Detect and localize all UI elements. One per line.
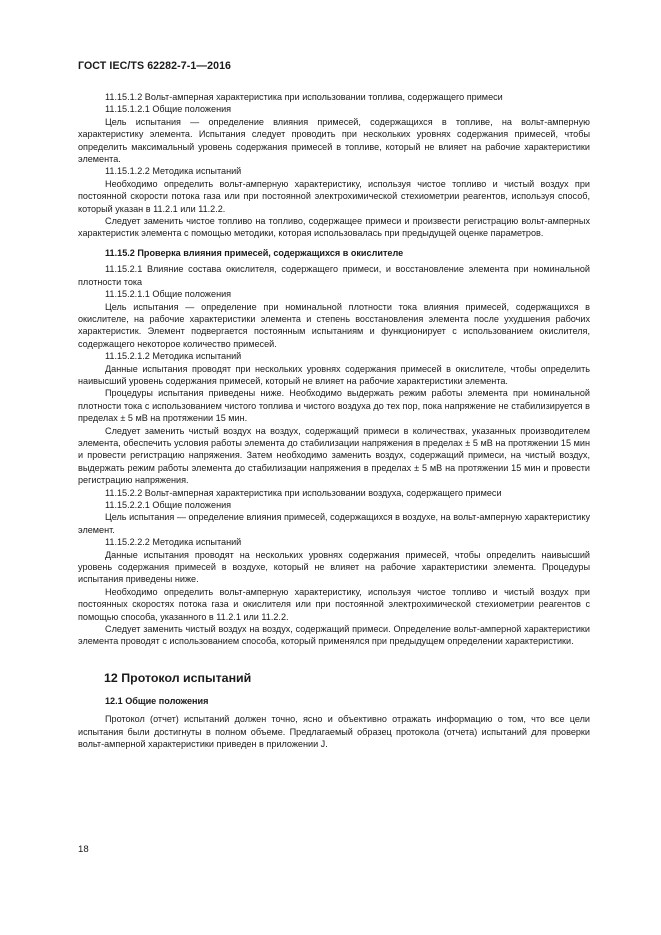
body-paragraph: Данные испытания проводят на нескольких уровнях содержания примесей, чтобы определить наивысший уровень содержания примесей в воздухе, который не влияет на рабочие характеристики элемента. Процедуры испытания приведены ниже. <box>78 549 590 585</box>
subclause-heading: 11.15.2.2.2 Методика испытаний <box>105 537 242 548</box>
body-paragraph: Цель испытания — определение при номинальной плотности тока влияния примесей, содержащихся в окислителе, на рабочие характеристики элемента и степень восстановления элемента после ухудшения рабочих характеристик. Элемент подвергается постоянным испытаниям и функционирует с использованием окислителя, содержащего некоторое количество примесей. <box>78 301 590 349</box>
document-body <box>78 91 590 751</box>
document-header: ГОСТ IEC/TS 62282-7-1—2016 <box>78 60 232 72</box>
body-paragraph: Цель испытания — определение влияния примесей, содержащихся в топливе, на вольт-амперную характеристику элемента. Испытания следует проводить при нескольких уровнях содержания примесей, чтобы определить максимальный уровень содержания примесей в топливе, который не влияет на рабочие характеристики элемента. <box>78 116 590 165</box>
body-paragraph: Следует заменить чистое топливо на топливо, содержащее примеси и произвести регистрацию вольт-амперных характеристик элемента с помощью методики, которая использовалась при предыдущей оценке параметров. <box>78 216 590 239</box>
page-number: 18 <box>78 844 89 855</box>
subclause-heading: 11.15.1.2.1 Общие положения <box>105 104 232 115</box>
body-paragraph: Следует заменить чистый воздух на воздух, содержащий примеси. Определение вольт-амперной характеристики элемента проводят с использованием способа, который применялся при предыдущем определении характеристики. <box>78 624 590 647</box>
clause-heading: 11.15.2.1 Влияние состава окислителя, содержащего примеси, и восстановление элемента при номинальной плотности тока <box>78 264 590 287</box>
subclause-heading: 11.15.2.2.1 Общие положения <box>105 500 232 510</box>
subclause-heading: 11.15.2.1.2 Методика испытаний <box>105 351 242 362</box>
body-paragraph: Процедуры испытания приведены ниже. Необходимо выдержать режим работы элемента при номинальной плотности тока с использованием чистого топлива и чистого воздуха до тех пор, пока напряжение не стабилизируется в пределах ± 5 мВ на протяжении 15 мин. <box>78 388 590 424</box>
body-paragraph: Следует заменить чистый воздух на воздух, содержащий примеси в количествах, указанных производителем элемента, обеспечить условия работы элемента до стабилизации напряжения в пределах ± 5 мВ на протяжении 15 мин и провести регистрацию напряжения. Затем необходимо заменить воздух, содержащий примеси, на чистый воздух, выдержать режим работы элемента до стабилизации напряжения в пределах ± 5 мВ на протяжении 15 мин и провести регистрацию напряжения. <box>78 425 590 486</box>
body-paragraph: Цель испытания — определение влияния примесей, содержащихся в воздухе, на вольт-амперную характеристику элемент. <box>78 512 590 535</box>
section-heading: 11.15.2 Проверка влияния примесей, содержащихся в окислителе <box>105 247 404 258</box>
subclause-heading: 11.15.1.2.2 Методика испытаний <box>105 166 242 177</box>
clause-heading: 11.15.2.2 Вольт-амперная характеристика при использовании воздуха, содержащего примеси <box>105 487 502 498</box>
body-paragraph: Необходимо определить вольт-амперную характеристику, используя чистое топливо и чистый воздух при постоянной скорости потока газа или при постоянной электрохимической стехиометрии реагентов, используя способ, который указан в 11.2.1 или 11.2.2. <box>78 178 590 214</box>
chapter-heading: 12 Протокол испытаний <box>104 670 252 685</box>
clause-heading: 11.15.1.2 Вольт-амперная характеристика при использовании топлива, содержащего примеси <box>105 92 503 102</box>
subclause-heading: 11.15.2.1.1 Общие положения <box>105 289 232 300</box>
body-paragraph: Необходимо определить вольт-амперную характеристику, используя чистое топливо и чистый воздух при постоянных скоростях потока газа и окислителя или при постоянной электрохимической стехиометрии реагентов с помощью способа, указанного в 11.2.1 или 11.2.2. <box>78 586 590 622</box>
body-paragraph: Данные испытания проводят при нескольких уровнях содержания примесей в окислителе, чтобы определить наивысший уровень содержания примесей, который не влияет на рабочие характеристики элемента. <box>78 363 590 386</box>
body-paragraph: Протокол (отчет) испытаний должен точно, ясно и объективно отражать информацию о том, что все цели испытания были достигнуты в полном объеме. Предлагаемый образец протокола (отчета) испытаний для проверки вольт-амперной характеристики приведен в приложении J. <box>78 714 590 750</box>
section-heading: 12.1 Общие положения <box>105 695 209 706</box>
